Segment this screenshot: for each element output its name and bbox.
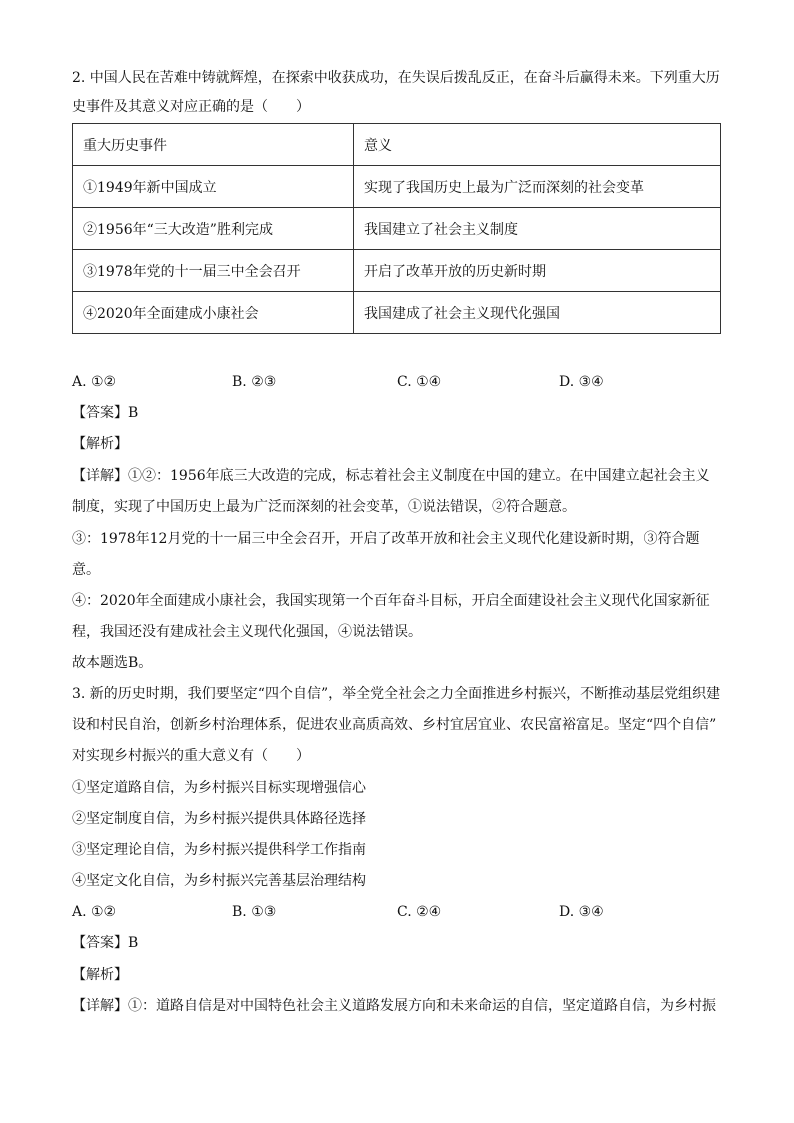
q2-option-a: A. ①② bbox=[72, 374, 117, 390]
q2-conclusion: 故本题选B。 bbox=[72, 655, 153, 671]
q3-options bbox=[72, 902, 732, 922]
q3-option-a: A. ①② bbox=[72, 904, 117, 920]
q2-stem-line-2: 史事件及其意义对应正确的是（ ） bbox=[72, 99, 310, 115]
q3-detail-line: 【详解】①：道路自信是对中国特色社会主义道路发展方向和未来命运的自信，坚定道路自信，为乡村振 bbox=[72, 998, 716, 1014]
q3-option-c: C. ②④ bbox=[397, 904, 442, 920]
q3-analysis-label: 【解析】 bbox=[72, 967, 128, 983]
q3-statement: ④坚定文化自信，为乡村振兴完善基层治理结构 bbox=[72, 873, 366, 889]
q2-detail-line: 【详解】①②：1956年底三大改造的完成，标志着社会主义制度在中国的建立。在中国建立起社会主义 bbox=[72, 468, 710, 484]
table-cell-meaning: 我国建成了社会主义现代化强国 bbox=[354, 292, 721, 334]
q2-option-c: C. ①④ bbox=[397, 374, 442, 390]
q3-option-d: D. ③④ bbox=[559, 904, 604, 920]
q3-stem-line: 对实现乡村振兴的重大意义有（ ） bbox=[72, 748, 310, 764]
q2-detail-line: 制度，实现了中国历史上最为广泛而深刻的社会变革，①说法错误，②符合题意。 bbox=[72, 499, 576, 515]
q3-stem-line: 设和村民自治，创新乡村治理体系，促进农业高质高效、乡村宜居宜业、农民富裕富足。坚定“四个自信” bbox=[72, 717, 717, 733]
table-cell-meaning: 实现了我国历史上最为广泛而深刻的社会变革 bbox=[354, 166, 721, 208]
table-row bbox=[73, 250, 721, 292]
table-cell-meaning: 开启了改革开放的历史新时期 bbox=[354, 250, 721, 292]
table-header-row bbox=[73, 124, 721, 166]
table-cell-event: ④2020年全面建成小康社会 bbox=[73, 292, 354, 334]
q2-stem-line-1: 2. 中国人民在苦难中铸就辉煌，在探索中收获成功，在失误后拨乱反正，在奋斗后赢得未来。下列重大历 bbox=[72, 70, 720, 86]
q2-events-table bbox=[72, 123, 721, 334]
table-row bbox=[73, 166, 721, 208]
q3-option-b: B. ①③ bbox=[232, 904, 277, 920]
table-cell-meaning: 我国建立了社会主义制度 bbox=[354, 208, 721, 250]
q2-detail-line: 意。 bbox=[72, 562, 100, 578]
q2-answer: 【答案】B bbox=[72, 405, 139, 421]
q2-analysis-label: 【解析】 bbox=[72, 436, 128, 452]
q2-detail-line: 程，我国还没有建成社会主义现代化强国，④说法错误。 bbox=[72, 624, 422, 640]
q2-option-d: D. ③④ bbox=[559, 374, 604, 390]
q3-statement: ③坚定理论自信，为乡村振兴提供科学工作指南 bbox=[72, 842, 366, 858]
table-cell-event: ②1956年“三大改造”胜利完成 bbox=[73, 208, 354, 250]
q2-option-b: B. ②③ bbox=[232, 374, 277, 390]
table-header-event: 重大历史事件 bbox=[73, 124, 354, 166]
q3-answer: 【答案】B bbox=[72, 935, 139, 951]
q2-options bbox=[72, 372, 732, 392]
table-row bbox=[73, 292, 721, 334]
q3-statement: ②坚定制度自信，为乡村振兴提供具体路径选择 bbox=[72, 811, 366, 827]
table-cell-event: ③1978年党的十一届三中全会召开 bbox=[73, 250, 354, 292]
q3-stem-line: 3. 新的历史时期，我们要坚定“四个自信”，举全党全社会之力全面推进乡村振兴，不断推动基层党组织建 bbox=[72, 686, 721, 702]
table-row bbox=[73, 208, 721, 250]
q2-detail-line: ④：2020年全面建成小康社会，我国实现第一个百年奋斗目标，开启全面建设社会主义现代化国家新征 bbox=[72, 593, 710, 609]
table-header-meaning: 意义 bbox=[354, 124, 721, 166]
table-cell-event: ①1949年新中国成立 bbox=[73, 166, 354, 208]
q3-statement: ①坚定道路自信，为乡村振兴目标实现增强信心 bbox=[72, 780, 366, 796]
q2-detail-line: ③：1978年12月党的十一届三中全会召开，开启了改革开放和社会主义现代化建设新时期，③符合题 bbox=[72, 531, 700, 547]
